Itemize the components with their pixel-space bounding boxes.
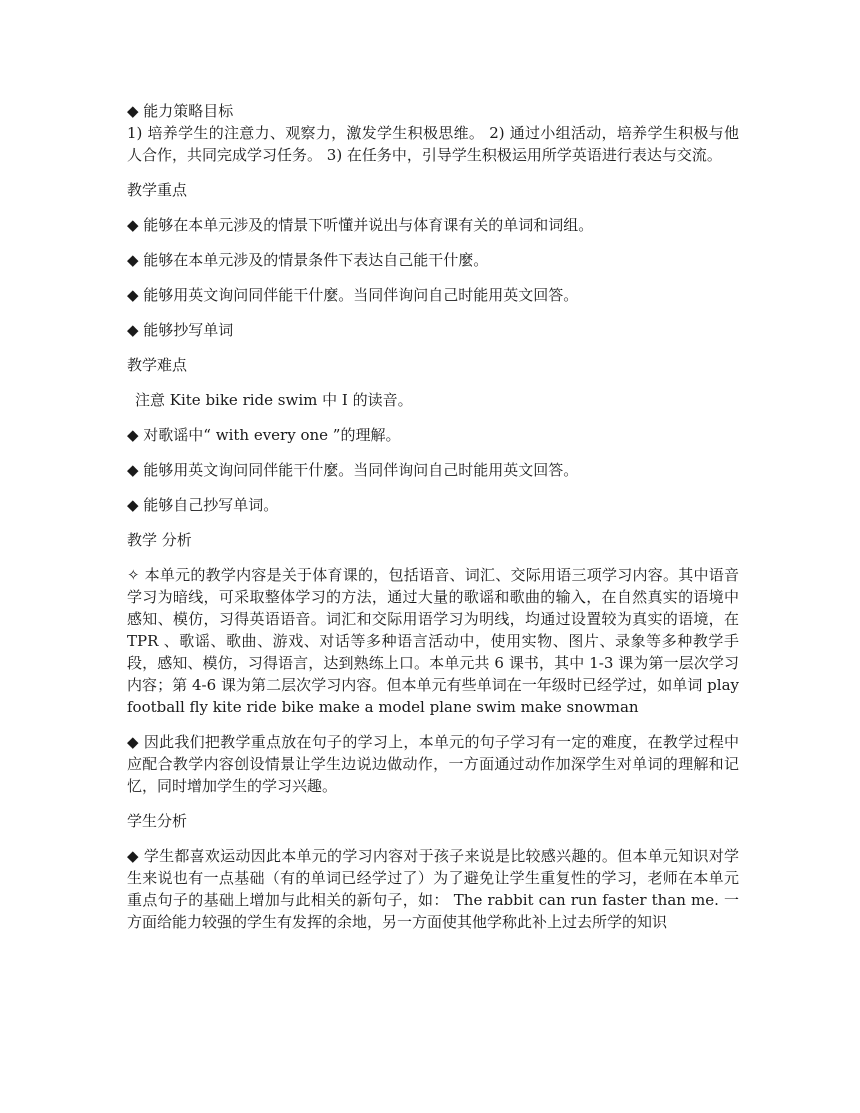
analysis-paragraph-2: ◆ 因此我们把教学重点放在句子的学习上，本单元的句子学习有一定的难度，在教学过程中应配合教学内容创设情景让学生边说边做动作，一方面通过动作加深学生对单词的理解和记忆，同时增加学生的学习兴趣。 — [127, 733, 739, 795]
focus-item-1: ◆ 能够在本单元涉及的情景下听懂并说出与体育课有关的单词和词组。 — [127, 216, 594, 234]
student-heading: 学生分析 — [127, 812, 188, 830]
analysis-paragraph-1: ✧ 本单元的教学内容是关于体育课的，包括语音、词汇、交际用语三项学习内容。其中语音学习为暗线，可采取整体学习的方法，通过大量的歌谣和歌曲的输入，在自然真实的语境中感知、模仿，习得英语语音。词汇和交际用语学习为明线，均通过设置较为真实的语境，在 TPR 、歌谣、歌曲、游戏、对话等多种语言活动中，使用实物、图片、录象等多种教学手段，感知、模仿，习得语言，达到熟练上口。本单元共 6 课书，其中 1-3 课为第一层次学习内容；第 4-6 课为第二层次学习内容。但本单元有些单词在一年级时已经学过，如单词 play football fly kite ride bike make a model plane swim make snowman — [127, 566, 739, 716]
ability-text: 1) 培养学生的注意力、观察力，激发学生积极思维。 2) 通过小组活动，培养学生积极与他人合作，共同完成学习任务。 3) 在任务中，引导学生积极运用所学英语进行表达与交流。 — [127, 124, 739, 164]
student-paragraph: ◆ 学生都喜欢运动因此本单元的学习内容对于孩子来说是比较感兴趣的。但本单元知识对学生来说也有一点基础（有的单词已经学过了）为了避免让学生重复性的学习，老师在本单元重点句子的基础上增加与此相关的新句子，如： The rabbit can run faster than me. 一方面给能力较强的学生有发挥的余地，另一方面使其他学称此补上过去所学的知识 — [127, 847, 739, 931]
difficulty-item-3: ◆ 能够用英文询问同伴能干什麼。当同伴询问自己时能用英文回答。 — [127, 461, 579, 479]
analysis-heading: 教学 分析 — [127, 531, 192, 549]
ability-title: ◆ 能力策略目标 — [127, 102, 234, 120]
difficulty-heading: 教学难点 — [127, 356, 188, 374]
focus-item-4: ◆ 能够抄写单词 — [127, 321, 234, 339]
document-page — [127, 100, 739, 933]
difficulty-item-4: ◆ 能够自己抄写单词。 — [127, 496, 279, 514]
focus-item-3: ◆ 能够用英文询问同伴能干什麼。当同伴询问自己时能用英文回答。 — [127, 286, 579, 304]
focus-heading: 教学重点 — [127, 181, 188, 199]
focus-item-2: ◆ 能够在本单元涉及的情景条件下表达自己能干什麼。 — [127, 251, 489, 269]
difficulty-item-1: 注意 Kite bike ride swim 中 I 的读音。 — [135, 391, 413, 409]
difficulty-item-2: ◆ 对歌谣中“ with every one ”的理解。 — [127, 426, 401, 444]
